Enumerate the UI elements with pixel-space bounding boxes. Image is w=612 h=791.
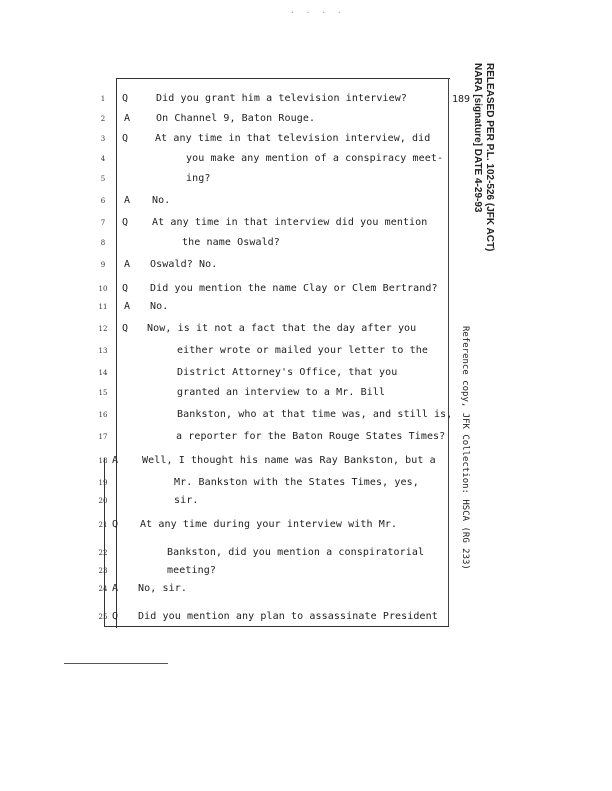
frame-bottom-border — [104, 626, 449, 627]
line-number: 10 — [98, 285, 108, 293]
transcript-line: District Attorney's Office, that you — [177, 367, 398, 378]
speaker-label: Q — [122, 133, 129, 144]
speaker-label: A — [124, 259, 131, 270]
transcript-line: ing? — [186, 173, 211, 184]
transcript-line: Did you mention the name Clay or Clem Bertrand? — [150, 283, 438, 294]
footer-rule — [64, 663, 168, 664]
line-number: 24 — [98, 585, 108, 593]
transcript-line: granted an interview to a Mr. Bill — [177, 387, 386, 398]
line-number: 17 — [98, 433, 108, 441]
line-number: 13 — [98, 347, 108, 355]
transcript-line: Well, I thought his name was Ray Bankston, but a — [142, 455, 436, 466]
frame-top-border — [116, 78, 450, 79]
page-number: 189 — [452, 94, 471, 105]
line-number: 25 — [98, 613, 108, 621]
line-number: 9 — [100, 261, 106, 269]
speaker-label: A — [124, 301, 131, 312]
transcript-line: Mr. Bankston with the States Times, yes, — [174, 477, 419, 488]
speaker-label: Q — [112, 611, 119, 622]
line-number: 7 — [100, 219, 106, 227]
line-number: 21 — [98, 521, 108, 529]
transcript-line: either wrote or mailed your letter to the — [177, 345, 428, 356]
line-number: 23 — [98, 567, 108, 575]
transcript-line: No. — [150, 301, 169, 312]
transcript-line: No, sir. — [138, 583, 187, 594]
line-number: 1 — [100, 95, 106, 103]
release-stamp — [435, 63, 495, 283]
speaker-label: A — [124, 113, 131, 124]
line-number: 4 — [100, 155, 106, 163]
transcript-line: At any time in that interview did you mention — [152, 217, 428, 228]
transcript-line: Bankston, did you mention a conspiratorial — [167, 547, 425, 558]
line-number: 16 — [98, 411, 108, 419]
transcript-line: Did you mention any plan to assassinate President — [138, 611, 438, 622]
line-number: 2 — [100, 115, 106, 123]
line-number: 15 — [98, 389, 108, 397]
transcript-line: Did you grant him a television interview? — [156, 93, 407, 104]
line-number: 18 — [98, 457, 108, 465]
transcript-line: No. — [152, 195, 171, 206]
reference-copy-note: Reference copy, JFK Collection: HSCA (RG 233) — [460, 326, 470, 570]
speaker-label: Q — [122, 217, 129, 228]
transcript-line: On Channel 9, Baton Rouge. — [156, 113, 316, 124]
line-number: 8 — [100, 239, 106, 247]
transcript-line: the name Oswald? — [182, 237, 280, 248]
scan-specks: · · · · — [290, 8, 345, 17]
stamp-line-2: NARA [signature] DATE 4-29-93 — [472, 63, 483, 213]
speaker-label: A — [112, 583, 119, 594]
transcript-line: Bankston, who at that time was, and still is, — [177, 409, 453, 420]
line-number: 5 — [100, 175, 106, 183]
line-number: 11 — [98, 303, 108, 311]
line-number: 6 — [100, 197, 106, 205]
line-number: 19 — [98, 479, 108, 487]
speaker-label: Q — [122, 283, 129, 294]
line-number: 12 — [98, 325, 108, 333]
transcript-line: meeting? — [167, 565, 216, 576]
line-number: 22 — [98, 549, 108, 557]
line-number: 3 — [100, 135, 106, 143]
transcript-line: At any time during your interview with Mr. — [140, 519, 398, 530]
stamp-line-1: RELEASED PER P.L. 102-526 (JFK ACT) — [484, 63, 495, 252]
line-number: 20 — [98, 497, 108, 505]
speaker-label: Q — [122, 93, 129, 104]
speaker-label: Q — [112, 519, 119, 530]
transcript-line: sir. — [174, 495, 199, 506]
transcript-line: a reporter for the Baton Rouge States Times? — [176, 431, 446, 442]
speaker-label: A — [124, 195, 131, 206]
transcript-line: you make any mention of a conspiracy meet- — [186, 153, 444, 164]
transcript-line: Now, is it not a fact that the day after you — [147, 323, 417, 334]
frame-left-border — [116, 78, 117, 628]
transcript-line: Oswald? No. — [150, 259, 218, 270]
line-number: 14 — [98, 369, 108, 377]
transcript-line: At any time in that television interview, did — [155, 133, 431, 144]
speaker-label: Q — [122, 323, 129, 334]
speaker-label: A — [112, 455, 119, 466]
